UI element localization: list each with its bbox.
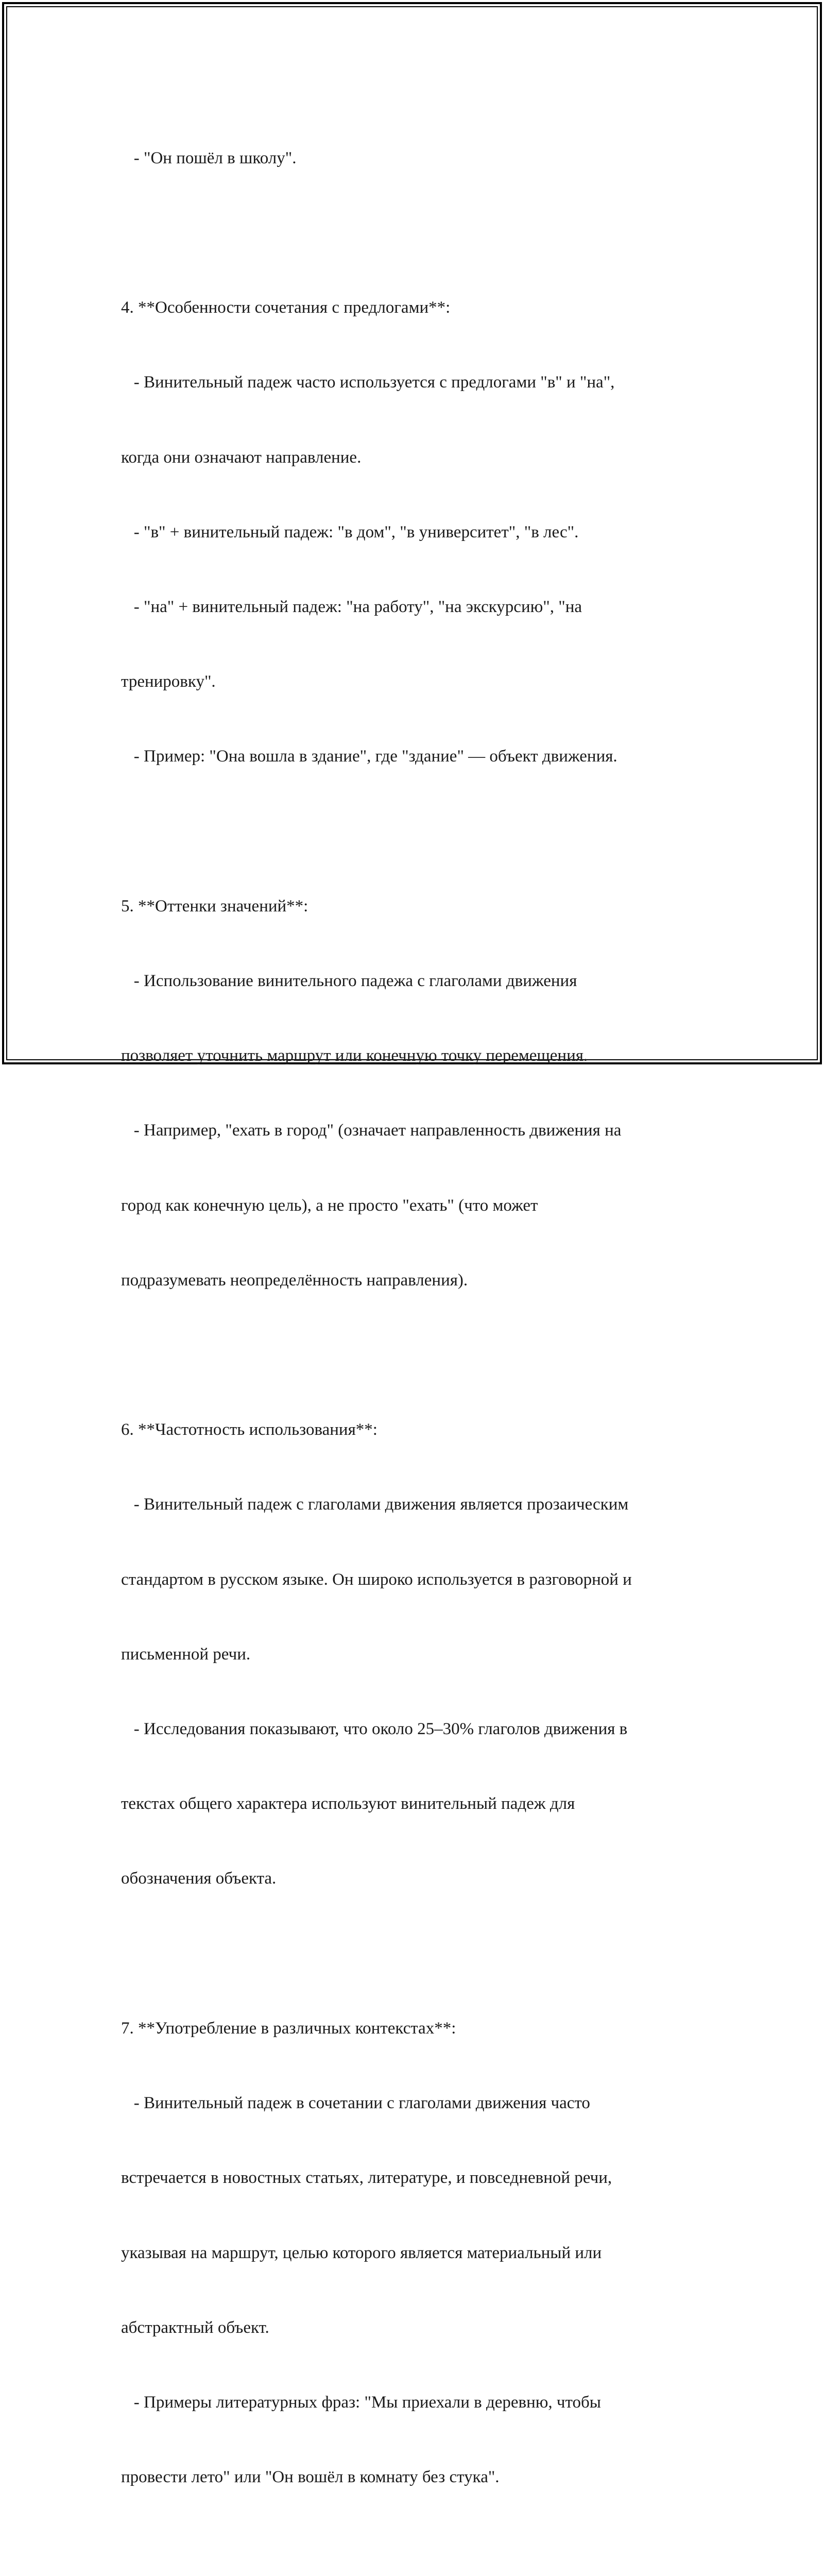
blank-line [121,819,713,844]
text-line: подразумевать неопределённость направления). [121,1270,468,1290]
text-line: позволяет уточнить маршрут или конечную точку перемещения. [121,1046,588,1065]
text-line: - Использование винительного падежа с глаголами движения [121,972,577,991]
text-line: - Винительный падеж с глаголами движения является прозаическим [121,1495,629,1514]
text-line: когда они означают направление. [121,448,362,467]
text-line: - Примеры литературных фраз: "Мы приехали в деревню, чтобы [121,2393,601,2412]
text-line: письменной речи. [121,1645,251,1664]
text-line: стандартом в русском языке. Он широко используется в разговорной и [121,1570,632,1589]
text-line: тренировку". [121,672,216,691]
text-line: - "в" + винительный падеж: "в дом", "в университет", "в лес". [121,522,579,541]
text-line: текстах общего характера используют винительный падеж для [121,1794,575,1814]
text-line: обозначения объекта. [121,1869,277,1888]
text-line: - Винительный падеж в сочетании с глаголами движения часто [121,2094,590,2113]
section-heading: 5. **Оттенки значений**: [121,896,308,916]
text-line: провести лето" или "Он вошёл в комнату без стука". [121,2468,500,2487]
text-line: абстрактный объект. [121,2318,269,2337]
section-heading: 7. **Употребление в различных контекстах**: [121,2019,456,2038]
text-line: указывая на маршрут, целью которого является материальный или [121,2243,602,2262]
text-line: встречается в новостных статьях, литературе, и повседневной речи, [121,2168,612,2188]
blank-line [121,2539,713,2564]
text-line: - "Он пошёл в школу". [121,148,297,167]
section-heading: 6. **Частотность использования**: [121,1420,377,1439]
text-line: - Например, "ехать в город" (означает направленность движения на [121,1121,622,1140]
text-line: - Винительный падеж часто используется с предлогами "в" и "на", [121,373,615,392]
text-line: - Исследования показывают, что около 25–30% глаголов движения в [121,1720,628,1739]
document-body [121,96,713,2576]
blank-line [121,1941,713,1966]
text-line: город как конечную цель), а не просто "ехать" (что может [121,1196,538,1215]
text-line: - "на" + винительный падеж: "на работу", "на экскурсию", "на [121,598,582,617]
text-line: - Пример: "Она вошла в здание", где "здание" — объект движения. [121,747,617,766]
section-heading: 4. **Особенности сочетания с предлогами**: [121,298,451,317]
blank-line [121,221,713,245]
blank-line [121,1343,713,1367]
